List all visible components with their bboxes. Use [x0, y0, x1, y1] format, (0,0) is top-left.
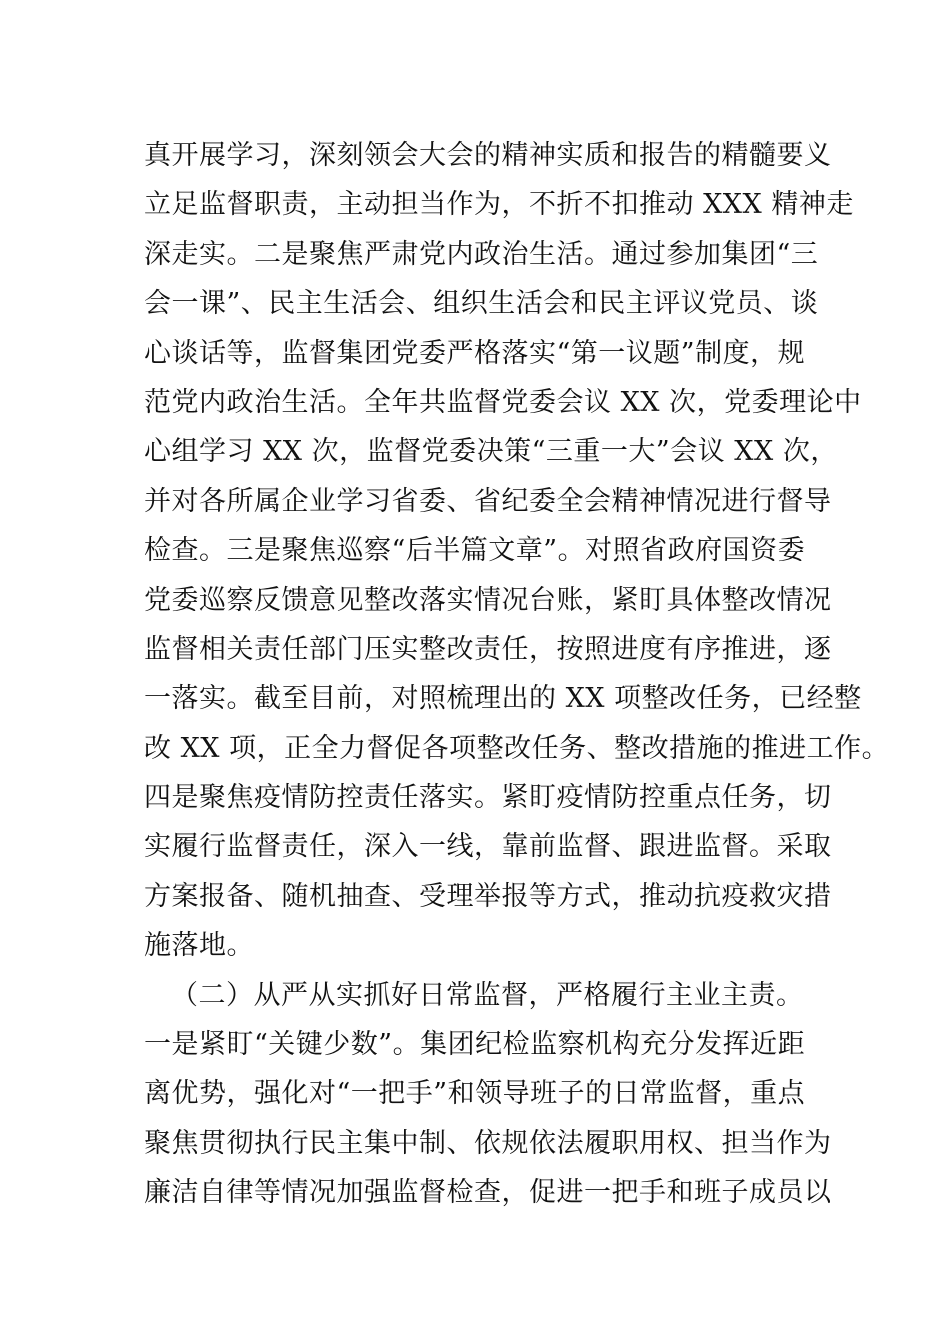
text-line: 真开展学习，深刻领会大会的精神实质和报告的精髓要义 [144, 140, 832, 171]
text-line: 四是聚焦疫情防控责任落实。紧盯疫情防控重点任务，切 [144, 782, 832, 814]
text-line: 心谈话等，监督集团党委严格落实“第一议题”制度，规 [144, 337, 806, 369]
text-line: 并对各所属企业学习省委、省纪委全会精神情况进行督导 [144, 485, 832, 517]
section-heading: （二）从严从实抓好日常监督，严格履行主业主责。 [171, 979, 804, 1011]
text-line: 改 XX 项，正全力督促各项整改任务、整改措施的推进工作。 [144, 732, 890, 764]
document-body [144, 131, 944, 1218]
text-line: 施落地。 [144, 930, 254, 962]
text-line: 一落实。截至目前，对照梳理出的 XX 项整改任务，已经整 [144, 683, 862, 715]
text-line: 监督相关责任部门压实整改责任，按照进度有序推进，逐 [144, 633, 832, 665]
text-line: 聚焦贯彻执行民主集中制、依规依法履职用权、担当作为 [144, 1127, 832, 1159]
text-line: 立足监督职责，主动担当作为，不折不扣推动 XXX 精神走 [144, 189, 854, 221]
text-line: 会一课”、民主生活会、组织生活会和民主评议党员、谈 [144, 288, 819, 320]
text-line: 廉洁自律等情况加强监督检查，促进一把手和班子成员以 [144, 1177, 832, 1209]
text-line: 方案报备、随机抽查、受理举报等方式，推动抗疫救灾措 [144, 880, 832, 912]
text-line: 范党内政治生活。全年共监督党委会议 XX 次，党委理论中 [144, 386, 862, 418]
text-line: 检查。三是聚焦巡察“后半篇文章”。对照省政府国资委 [144, 535, 806, 567]
text-line: 实履行监督责任，深入一线，靠前监督、跟进监督。采取 [144, 831, 832, 863]
text-line: 一是紧盯“关键少数”。集团纪检监察机构充分发挥近距 [144, 1029, 806, 1061]
text-line: 心组学习 XX 次，监督党委决策“三重一大”会议 XX 次， [144, 436, 838, 468]
text-line: 深走实。二是聚焦严肃党内政治生活。通过参加集团“三 [144, 238, 819, 270]
text-line: 党委巡察反馈意见整改落实情况台账，紧盯具体整改情况 [144, 584, 832, 616]
text-line: 离优势，强化对“一把手”和领导班子的日常监督，重点 [144, 1078, 806, 1110]
